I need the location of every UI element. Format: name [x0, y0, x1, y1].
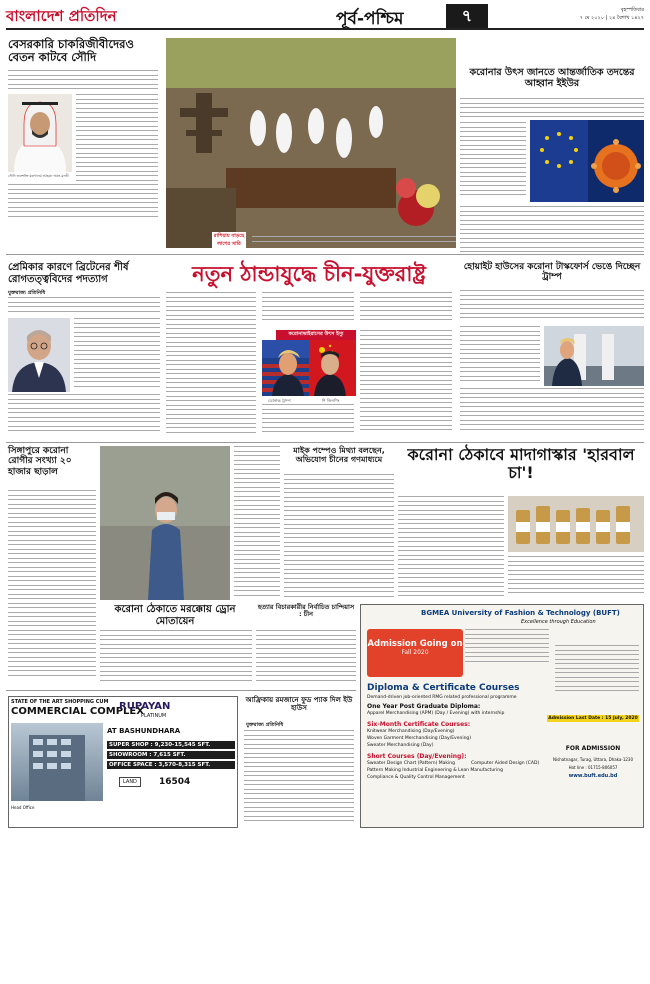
bgmea-ad[interactable] — [360, 604, 644, 828]
ramadan-byline: যুক্তরাজ্য প্রতিনিধি — [246, 722, 284, 728]
herbal-tea-photo — [508, 496, 644, 552]
rupayan-line2: SHOWROOM : 7,615 SFT. — [107, 751, 235, 759]
photo-side-caption — [234, 446, 280, 600]
whitehouse-body-bottom — [460, 388, 644, 438]
trump-caption: ডোনাল্ড ট্রাম্প — [268, 398, 291, 403]
saudi-minister-photo — [8, 94, 72, 172]
bgmea-right-bullets — [555, 645, 639, 701]
rupayan-brand: RUPAYAN — [119, 701, 171, 712]
corona-origin-body-top — [460, 98, 644, 120]
bgmea-short-3: Pattern Making Industrial Engineering & Lean Manufacturing — [367, 768, 503, 773]
section-title: পূর্ব-পশ্চিম — [336, 9, 404, 29]
bgmea-title: BGMEA University of Fashion & Technology (BUFT) — [421, 609, 620, 617]
rupayan-line1: SUPER SHOP : 9,230-15,545 SFT. — [107, 741, 235, 749]
whitehouse-headline[interactable]: হোয়াইট হাউসের করোনা টাস্কফোর্স ভেঙে দিচ্ছেন ট্রাম্প — [463, 262, 641, 283]
rupayan-building-image — [11, 723, 103, 801]
bgmea-admission: Admission Going on — [367, 639, 463, 649]
bgmea-for-admission: FOR ADMISSION — [565, 745, 621, 752]
madagascar-body-right — [508, 556, 644, 600]
dateline-date: ৭ মে ২০২০ | ২৪ বৈশাখ ১৪২৭ — [579, 15, 644, 21]
whitehouse-photo — [544, 326, 644, 386]
bgmea-diploma-sub: Demand-driven job-oriented RMG related professional programme — [367, 695, 517, 700]
corona-origin-body-bottom — [460, 206, 644, 260]
bgmea-course-3: Sweater Merchandising (Day) — [367, 743, 434, 748]
cold-war-body-mid2 — [262, 404, 354, 438]
bgmea-hotline: Hot line : 01715-806057 — [568, 765, 618, 770]
rupayan-hotline[interactable]: 16504 — [159, 777, 191, 787]
bgmea-short-2: Computer Aided Design (CAD) — [471, 761, 540, 766]
xi-caption: শি জিনপিং — [322, 398, 340, 403]
bgmea-one-year: One Year Post Graduate Diploma: — [367, 703, 481, 710]
bgmea-short-4: Compliance & Quality Control Management — [367, 775, 465, 780]
ramadan-headline[interactable]: আফ্রিকায় রমজানে ফুড প্যাক দিল ইউ হাউস — [245, 696, 353, 713]
newspaper-logo[interactable]: বাংলাদেশ প্রতিদিন — [6, 7, 117, 25]
masthead — [6, 4, 644, 30]
rupayan-ad-title-top: STATE OF THE ART SHOPPING CUM — [11, 699, 109, 705]
bgmea-course-2: Woven Garment Merchandising (Day/Evening) — [367, 736, 472, 741]
divider-mid — [6, 442, 644, 443]
mask-woman-photo — [100, 446, 230, 600]
saudi-body-bottom — [8, 184, 158, 224]
eu-virus-photo — [530, 120, 644, 202]
bgmea-course-1: Knitwear Merchandising (Day/Evening) — [367, 729, 455, 734]
russia-graveyard-photo — [166, 38, 456, 248]
russia-photo-label: রাশিয়ায় বাড়ছে লাশের সারি — [212, 232, 246, 250]
russia-caption-text — [252, 236, 456, 248]
page-number: ৭ — [446, 4, 488, 28]
bgmea-apm: Apparel Merchandising (APM) (Day / Evening) with internship — [367, 711, 505, 716]
madagascar-headline[interactable]: করোনা ঠেকাবে মাদাগাস্কার 'হারবাল চা'! — [407, 445, 635, 483]
madagascar-body-left — [398, 496, 504, 600]
cold-war-body-right — [360, 292, 452, 326]
romance-byline: যুক্তরাজ্য প্রতিনিধি — [8, 290, 46, 296]
whitehouse-body-left — [460, 326, 540, 386]
bgmea-admission-sub: Fall 2020 — [401, 649, 429, 656]
dateline — [580, 6, 644, 22]
corona-origin-headline[interactable]: করোনার উৎস জানতে আন্তর্জাতিক তদন্তের আহ্বান ইইউর — [469, 67, 635, 89]
bgmea-web[interactable]: www.buft.edu.bd — [568, 773, 618, 779]
cold-war-label: করোনাভাইরাসের উৎস ইস্যু — [276, 330, 356, 340]
bgmea-admission-box — [367, 629, 463, 677]
singapore-headline[interactable]: সিঙ্গাপুরে করোনা রোগীর সংখ্যা ২০ হাজার ছাড়াল — [8, 446, 72, 477]
rupayan-ad-title-main: COMMERCIAL COMPLEX — [11, 706, 144, 717]
hezbollah-headline[interactable]: হত্যার বিচারকারীর নির্বাচিত চান্দিয়াস : চীন — [257, 603, 355, 619]
romance-body-top — [8, 297, 160, 317]
cold-war-body-right2 — [360, 330, 452, 438]
cold-war-headline[interactable]: নতুন ঠান্ডাযুদ্ধে চীন-যুক্তরাষ্ট্র — [192, 262, 426, 286]
drone-headline[interactable]: করোনা ঠেকাতে মরক্কোয় ড্রোন মোতায়েন — [114, 604, 236, 627]
bgmea-address: Nishatnagar, Turag, Uttara, Dhaka-1230 — [553, 757, 633, 762]
rupayan-ad[interactable] — [8, 696, 238, 828]
rupayan-line3: OFFICE SPACE : 3,570-8,315 SFT. — [107, 761, 235, 769]
bgmea-short-1: Sweater Design Chart (Pattern) Making — [367, 761, 455, 766]
mike-pence-headline[interactable]: মাইক পম্পেও মিথ্যা বলছেন, অভিযোগ চীনের গণমাধ্যমে — [293, 446, 385, 465]
dateline-day: বৃহস্পতিবার — [620, 7, 644, 13]
cold-war-body-left — [166, 292, 256, 437]
rupayan-at: AT BASHUNDHARA — [107, 727, 181, 735]
bgmea-short: Short Courses (Day/Evening): — [367, 753, 467, 760]
saudi-headline[interactable]: বেসরকারি চাকরিজীবীদেরও বেতন কাটবে সৌদি — [8, 37, 134, 65]
saudi-body — [8, 70, 158, 92]
bgmea-six-month: Six-Month Certificate Courses: — [367, 721, 471, 728]
epidemiologist-photo — [8, 318, 70, 392]
ramadan-body — [244, 730, 354, 826]
bgmea-deadline: Admission Last Date : 15 July, 2020 — [548, 716, 638, 721]
cold-war-body-mid — [262, 292, 354, 326]
saudi-photo-caption: সৌদি জনশক্তি মন্ত্রণালয় আহমদ আল-রাজী — [8, 174, 69, 178]
romance-body-bottom — [8, 394, 160, 436]
mike-pence-body — [284, 474, 394, 600]
rupayan-brand-sub: PLATINUM — [141, 713, 167, 719]
corona-origin-body-left — [460, 122, 526, 202]
bgmea-tagline: Excellence through Education — [521, 619, 596, 625]
romance-body-right — [74, 318, 160, 392]
drone-body — [100, 630, 252, 686]
hezbollah-body — [256, 630, 356, 686]
rupayan-land: LAND — [119, 777, 141, 787]
trump-xi-photo — [262, 340, 356, 396]
romance-headline[interactable]: প্রেমিকার কারণে ব্রিটেনের শীর্ষ রোগতত্ত্ববিদের পদত্যাগ — [8, 262, 129, 285]
singapore-body — [8, 490, 96, 682]
rupayan-head-office: Head Office — [11, 805, 35, 810]
divider-top — [6, 254, 644, 255]
bgmea-intro-text — [465, 629, 549, 669]
whitehouse-body-top — [460, 290, 644, 324]
divider-lower — [6, 690, 356, 691]
bgmea-diploma-title: Diploma & Certificate Courses — [367, 683, 520, 693]
